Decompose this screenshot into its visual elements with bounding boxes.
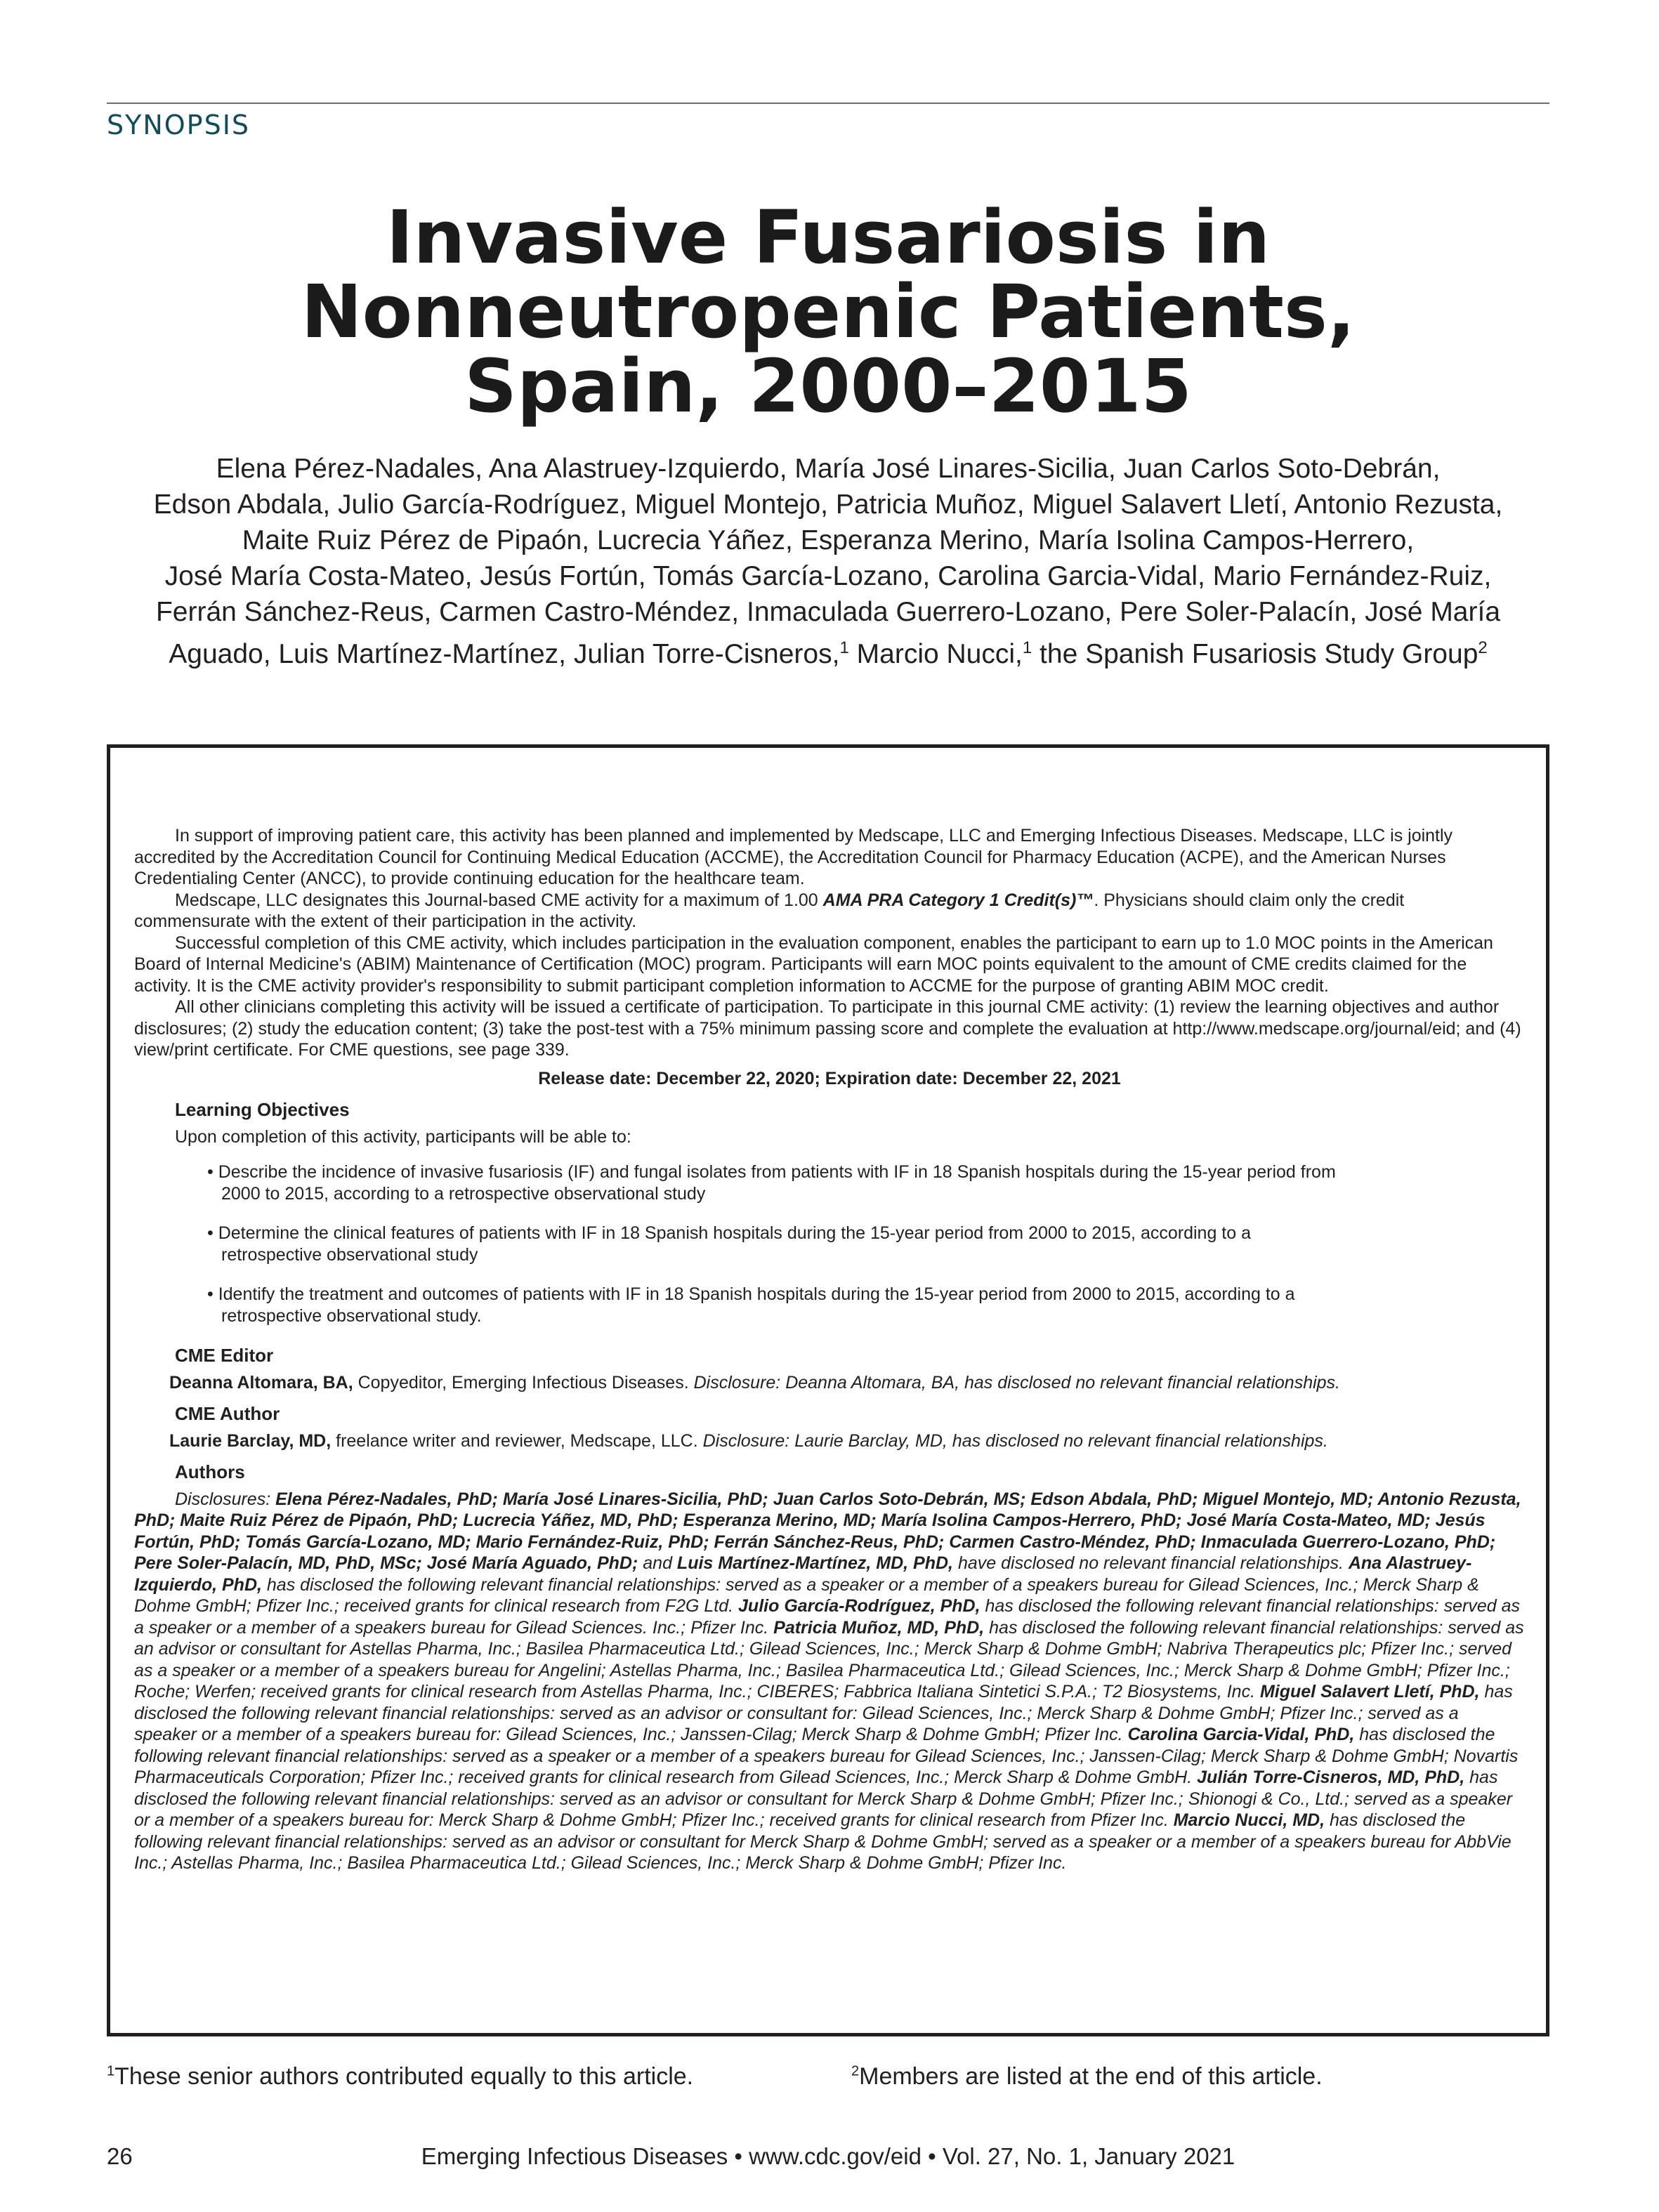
objectives-heading: Learning Objectives	[175, 1099, 350, 1120]
disclosure-names: Elena Pérez-Nadales, PhD; María José Linares-Sicilia, PhD; Juan Carlos Soto-Debrán, MS; Edson Abdala, PhD; Miguel Montejo, MD; Antonio Rezusta, PhD; Maite Ruiz Pérez de Pipaón, PhD; Lucrecia Yáñez, MD, PhD; Esperanza Merino, MD; María Isolina Campos-Herrero, PhD; José María Costa-Mateo, MD; Jesús Fortún, PhD; Tomás García-Lozano, MD; Mario Fernández-Ruiz, PhD; Ferrán Sánchez-Reus, PhD; Carmen Castro-Méndez, PhD; Inmaculada Guerrero-Lozano, PhD; Pere Soler-Palacín, MD, PhD, MSc; José María Aguado, PhD;	[134, 1489, 1521, 1573]
disclosure-text: have disclosed no relevant financial relationships.	[953, 1553, 1349, 1573]
cme-paragraph: In support of improving patient care, this activity has been planned and implemented by Medscape, LLC and Emerging Infectious Diseases. Medscape, LLC is jointly accredited by the Accreditation Council for Continuing Medical Education (ACCME), the Accreditation Council for Pharmacy Education (ACPE), and the American Nurses Credentialing Center (ANCC), to provide continuing education for the healthcare team.	[134, 826, 1453, 888]
title-line: Spain, 2000–2015	[464, 343, 1192, 429]
disclosure-names: Julio García-Rodríguez, PhD,	[738, 1596, 981, 1616]
author-text: the Spanish Fusariosis Study Group	[1032, 639, 1478, 669]
author-disclosure: Disclosure: Laurie Barclay, MD, has disclosed no relevant financial relationships.	[702, 1430, 1328, 1451]
disclosure-text: has disclosed the following relevant financial relationships: served as a speaker or a member of a speakers bureau for Gilead Sciences, Inc.; Janssen-Cilag; Merck Sharp & Dohme GmbH; Novartis Pharmaceuticals Corporation; Pfizer Inc.; received grants for clinical research from Gilead Sciences, Inc.; Merck Sharp & Dohme GmbH.	[134, 1725, 1519, 1787]
footnote-ref: 1	[839, 638, 849, 657]
footnote-text: Members are listed at the end of this article.	[859, 2063, 1323, 2090]
disclosure-text: has disclosed the following relevant financial relationships: served as an advisor or consultant for Merck Sharp & Dohme GmbH; served as a speaker or a member of a speakers bureau for AbbVie Inc.; Astellas Pharma, Inc.; Basilea Pharmaceutica Ltd.; Gilead Sciences, Inc.; Merck Sharp & Dohme GmbH; Pfizer Inc.	[134, 1810, 1512, 1873]
cme-paragraph	[134, 890, 1525, 933]
footnote-mark: 1	[107, 2063, 115, 2079]
objective-item: • Describe the incidence of invasive fusariosis (IF) and fungal isolates from patients with IF in 18 Spanish hospitals during the 15-year period from 2000 to 2015, according to a retrospective observational study	[207, 1162, 1336, 1204]
editor-entry	[169, 1372, 1525, 1394]
footnote-mark: 2	[851, 2063, 860, 2079]
page-number: 26	[107, 2143, 133, 2169]
author-role: freelance writer and reviewer, Medscape, LLC.	[331, 1430, 703, 1451]
disclosure-names: Patricia Muñoz, MD, PhD,	[773, 1617, 985, 1638]
author-text: Marcio Nucci,	[848, 639, 1023, 669]
author-name: Laurie Barclay, MD,	[169, 1430, 332, 1451]
disclosure-text: has disclosed the following relevant financial relationships: served as a speaker or a member of a speakers bureau for Gilead Sciences, Inc.; Merck Sharp & Dohme GmbH; Pfizer Inc.; received grants for clinical research from F2G Ltd.	[134, 1574, 1479, 1616]
title-line: Invasive Fusariosis in	[386, 195, 1271, 280]
author-line: Edson Abdala, Julio García-Rodríguez, Miguel Montejo, Patricia Muñoz, Miguel Salavert Lletí, Antonio Rezusta,	[153, 489, 1503, 520]
author-text: Aguado, Luis Martínez-Martínez, Julian Torre-Cisneros,	[169, 639, 840, 669]
editor-name: Deanna Altomara, BA,	[169, 1372, 353, 1393]
editor-heading: CME Editor	[175, 1345, 274, 1366]
cme-paragraph: All other clinicians completing this activity will be issued a certificate of participation. To participate in this journal CME activity: (1) review the learning objectives and author disclosures; (2) study the education content; (3) take the post-test with a 75% minimum passing score and complete the evaluation at http://www.medscape.org/journal/eid; and (4) view/print certificate. For CME questions, see page 339.	[134, 997, 1521, 1060]
objective-item: • Identify the treatment and outcomes of patients with IF in 18 Spanish hospitals during the 15-year period from 2000 to 2015, according to a retrospective observational study.	[207, 1284, 1295, 1326]
footnote-text: These senior authors contributed equally to this article.	[114, 2063, 694, 2090]
author-line: Maite Ruiz Pérez de Pipaón, Lucrecia Yáñez, Esperanza Merino, María Isolina Campos-Herrero,	[242, 525, 1415, 555]
disclosure-names: Luis Martínez-Martínez, MD, PhD,	[676, 1553, 954, 1573]
author-heading: CME Author	[175, 1403, 280, 1424]
footnote-ref: 2	[1478, 638, 1488, 657]
author-line	[107, 630, 1549, 672]
author-list	[107, 451, 1549, 672]
objectives-list	[134, 1161, 1345, 1326]
objectives-intro: Upon completion of this activity, participants will be able to:	[175, 1126, 631, 1147]
disclosure-names: Marcio Nucci, MD,	[1173, 1810, 1325, 1830]
disclosure-text: and	[638, 1553, 677, 1573]
disclosure-text: has disclosed the following relevant financial relationships: served as an advisor or consultant for Merck Sharp & Dohme GmbH; Pfizer Inc.; Shionogi & Co., Ltd.; served as a speaker or a member of a speakers bureau for: Merck Sharp & Dohme GmbH; Pfizer Inc.; received grants for clinical research from Pfizer Inc.	[134, 1767, 1513, 1830]
author-line: Ferrán Sánchez-Reus, Carmen Castro-Méndez, Inmaculada Guerrero-Lozano, Pere Soler-Palacín, José María	[155, 597, 1501, 627]
cme-box	[107, 744, 1549, 2036]
cme-text: Medscape, LLC designates this Journal-based CME activity for a maximum of 1.00	[175, 890, 823, 910]
author-line: José María Costa-Mateo, Jesús Fortún, Tomás García-Lozano, Carolina Garcia-Vidal, Mario Fernández-Ruiz,	[164, 561, 1492, 591]
editor-disclosure: Disclosure: Deanna Altomara, BA, has disclosed no relevant financial relationships.	[693, 1372, 1340, 1393]
article-title	[107, 195, 1549, 429]
author-line: Elena Pérez-Nadales, Ana Alastruey-Izquierdo, María José Linares-Sicilia, Juan Carlos Soto-Debrán,	[216, 454, 1441, 484]
disclosure-names: Ana Alastruey-Izquierdo, PhD,	[134, 1553, 1472, 1595]
journal-footer: Emerging Infectious Diseases • www.cdc.gov/eid • Vol. 27, No. 1, January 2021	[421, 2143, 1235, 2169]
cme-text: . Physicians should claim only the credit commensurate with the extent of their participation in the activity.	[134, 890, 1405, 931]
section-label: SYNOPSIS	[107, 110, 251, 140]
authors-heading: Authors	[175, 1461, 245, 1482]
disclosure-text: has disclosed the following relevant financial relationships: served as an advisor or consultant for: Gilead Sciences, Inc.; Merck Sharp & Dohme GmbH; Pfizer Inc.; served as a speaker or a member of a speakers bureau for: Gilead Sciences, Inc.; Janssen-Cilag; Merck Sharp & Dohme GmbH; Pfizer Inc.	[134, 1682, 1513, 1744]
editor-role: Copyeditor, Emerging Infectious Diseases.	[353, 1372, 694, 1393]
author-entry	[169, 1430, 1525, 1452]
footnote-ref: 1	[1022, 638, 1032, 657]
disclosure-text: has disclosed the following relevant financial relationships: served as a speaker or a member of a speakers bureau for Gilead Sciences. Inc.; Pfizer Inc.	[134, 1596, 1521, 1638]
disclosure-names: Julián Torre-Cisneros, MD, PhD,	[1197, 1767, 1465, 1787]
credit-label: AMA PRA Category 1 Credit(s)™	[822, 890, 1094, 910]
cme-content	[134, 825, 1525, 1874]
disclosure-text: has disclosed the following relevant financial relationships: served as an advisor or consultant for Astellas Pharma, Inc.; Basilea Pharmaceutica Ltd.; Gilead Sciences, Inc.; Merck Sharp & Dohme GmbH; Nabriva Therapeutics plc; Pfizer Inc.; served as a speaker or a member of a speakers bureau for Angelini; Astellas Pharma, Inc.; Basilea Pharmaceutica Ltd.; Gilead Sciences, Inc.; Merck Sharp & Dohme GmbH; Pfizer Inc.; Roche; Werfen; received grants for clinical research from Astellas Pharma, Inc.; CIBERES; Fabbrica Italiana Sintetici S.P.A.; T2 Biosystems, Inc.	[134, 1617, 1524, 1701]
objective-item: • Determine the clinical features of patients with IF in 18 Spanish hospitals during the 15-year period from 2000 to 2015, according to a retrospective observational study	[207, 1223, 1251, 1265]
disclosure-names: Carolina Garcia-Vidal, PhD,	[1127, 1725, 1355, 1744]
footnote-1	[107, 2063, 693, 2091]
disclosure-lead: Disclosures:	[175, 1489, 276, 1509]
footnote-2	[851, 2063, 1323, 2091]
header-rule	[107, 103, 1549, 104]
cme-paragraph: Successful completion of this CME activity, which includes participation in the evaluation component, enables the participant to earn up to 1.0 MOC points in the American Board of Internal Medicine's (ABIM) Maintenance of Certification (MOC) program. Participants will earn MOC points equivalent to the amount of CME credits claimed for the activity. It is the CME activity provider's responsibility to submit participant completion information to ACCME for the purpose of granting ABIM MOC credit.	[134, 933, 1493, 996]
disclosure-names: Miguel Salavert Lletí, PhD,	[1259, 1682, 1480, 1701]
release-date: Release date: December 22, 2020; Expiration date: December 22, 2021	[538, 1068, 1121, 1088]
title-line: Nonneutropenic Patients,	[301, 269, 1356, 355]
disclosure-paragraph	[134, 1489, 1525, 1874]
author-disclosures	[134, 1489, 1525, 1874]
